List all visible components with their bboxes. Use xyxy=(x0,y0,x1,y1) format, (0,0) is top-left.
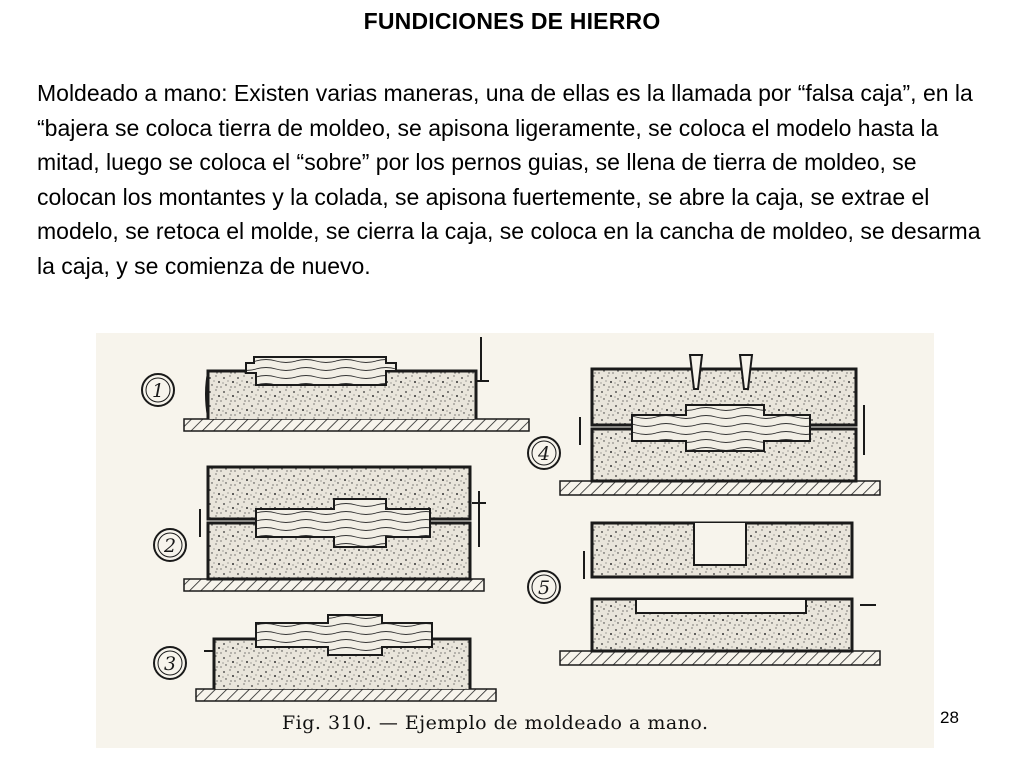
step-1-drawing xyxy=(184,337,529,431)
step-3-drawing xyxy=(196,615,496,701)
slide-body-text: Moldeado a mano: Existen varias maneras, una de ellas es la llamada por “falsa caja”, en la “bajera se coloca tierra de moldeo, se apisona ligeramente, se coloca el modelo hasta la mitad, luego se coloca el “sobre” por los pernos guias, se llena de tierra de moldeo, se colocan los montantes y la colada, se apisona fuertemente, se abre la caja, se extrae el modelo, se retoca el molde, se cierra la caja, se coloca en la cancha de moldeo, se desarma la caja, y se comienza de nuevo. xyxy=(37,80,981,279)
step-2-drawing xyxy=(184,467,486,591)
step-number: 4 xyxy=(537,443,551,465)
figure-caption: Fig. 310. — Ejemplo de moldeado a mano. xyxy=(282,712,709,734)
step-number: 3 xyxy=(163,653,177,675)
step-5-drawing xyxy=(560,523,880,665)
step-4-drawing xyxy=(560,355,880,495)
step-number: 2 xyxy=(163,535,177,557)
step-3-label xyxy=(154,647,186,679)
step-number: 5 xyxy=(537,577,551,599)
molding-illustration xyxy=(96,333,934,748)
molding-figure xyxy=(96,333,934,748)
step-1-label xyxy=(142,374,174,406)
slide-title: FUNDICIONES DE HIERRO xyxy=(363,8,661,34)
step-2-label xyxy=(154,529,186,561)
page-number: 28 xyxy=(940,708,959,727)
step-4-label xyxy=(528,437,560,469)
step-5-label xyxy=(528,571,560,603)
step-number: 1 xyxy=(151,380,165,402)
